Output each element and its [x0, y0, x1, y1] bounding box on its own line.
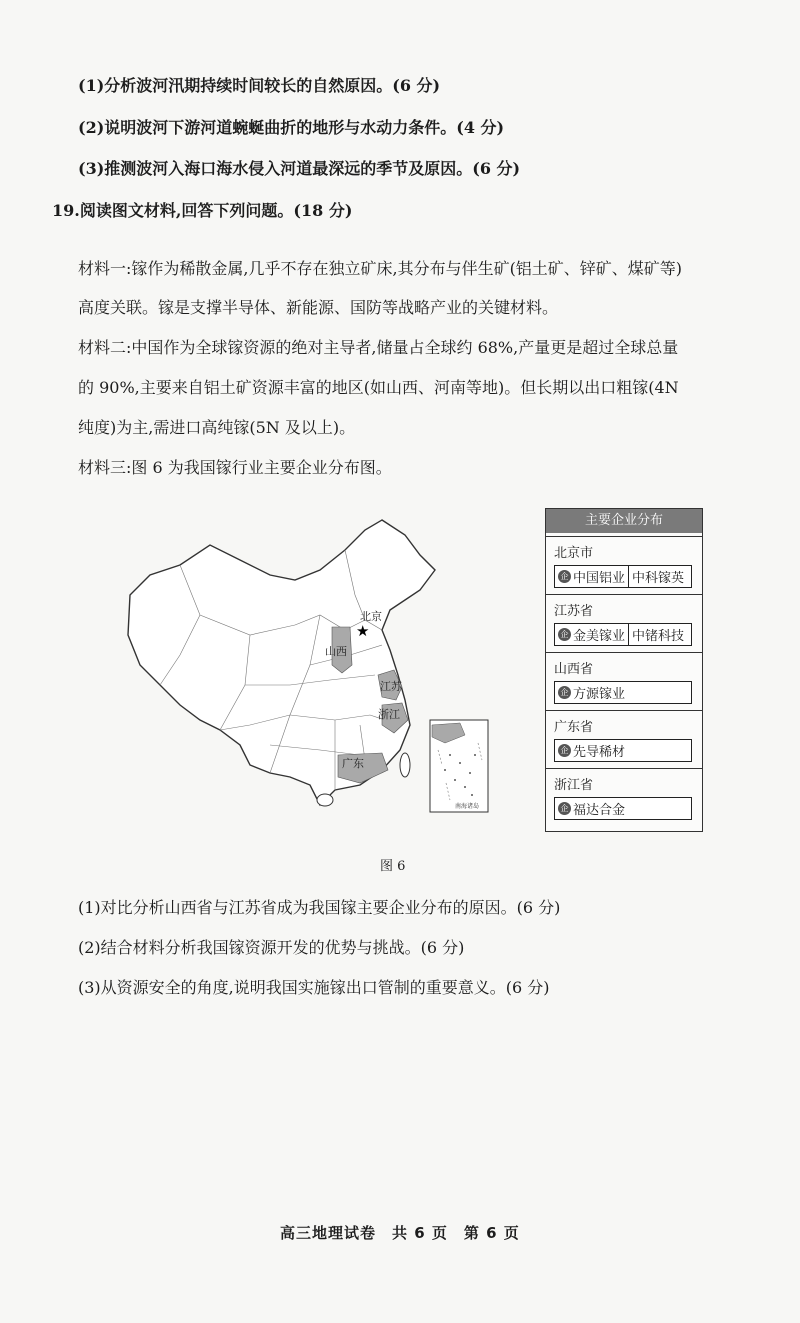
firm-name: 中锗科技 — [632, 629, 685, 644]
enterprise-icon: 企 — [558, 570, 571, 583]
china-map — [120, 515, 495, 845]
firm-name: 中科镓英 — [632, 571, 685, 586]
firm-name: 福达合金 — [573, 803, 626, 818]
material-1-line-2: 高度关联。镓是支撑半导体、新能源、国防等战略产业的关键材料。 — [78, 298, 559, 317]
taiwan-island — [400, 753, 410, 777]
enterprise-icon: 企 — [558, 686, 571, 699]
firm-name: 先导稀材 — [573, 745, 626, 760]
label-south-sea: 南海诸岛 — [455, 803, 480, 810]
china-outline — [128, 520, 435, 805]
firm-box — [554, 797, 692, 820]
material-2-line-1: 材料二:中国作为全球镓资源的绝对主导者,储量占全球约 68%,产量更是超过全球总量 — [78, 338, 679, 357]
firm-box — [554, 623, 692, 646]
label-shanxi: 山西 — [325, 645, 347, 658]
legend-province-beijing — [546, 536, 702, 595]
material-2-line-2: 的 90%,主要来自铝土矿资源丰富的地区(如山西、河南等地)。但长期以出口粗镓(4N — [78, 378, 679, 397]
province-name: 浙江省 — [554, 778, 594, 793]
enterprise-icon: 企 — [558, 628, 571, 641]
legend-province-zhejiang — [546, 768, 702, 831]
firm-name: 方源镓业 — [573, 687, 626, 702]
firm-cell — [628, 566, 687, 587]
sub-question-1: (1)对比分析山西省与江苏省成为我国镓主要企业分布的原因。(6 分) — [78, 898, 561, 917]
firm-name: 中国铝业 — [573, 571, 626, 586]
label-guangdong: 广东 — [342, 757, 364, 770]
label-jiangsu: 江苏 — [380, 680, 402, 693]
firm-cell — [555, 624, 628, 645]
province-name: 北京市 — [554, 546, 594, 561]
firm-box — [554, 681, 692, 704]
province-name: 广东省 — [554, 720, 594, 735]
label-zhejiang: 浙江 — [378, 708, 400, 721]
beijing-star-icon: ★ — [356, 622, 370, 640]
south-sea-inset — [430, 720, 488, 812]
page-footer: 高三地理试卷 共 6 页 第 6 页 — [280, 1224, 520, 1242]
label-beijing: 北京 — [360, 610, 382, 623]
province-name: 江苏省 — [554, 604, 594, 619]
firm-box — [554, 565, 692, 588]
firm-cell — [555, 740, 628, 761]
legend-title: 主要企业分布 — [546, 509, 702, 533]
firm-cell — [628, 624, 687, 645]
firm-cell — [555, 682, 628, 703]
firm-box — [554, 739, 692, 762]
material-1-line-1: 材料一:镓作为稀散金属,几乎不存在独立矿床,其分布与伴生矿(铝土矿、锌矿、煤矿等) — [78, 259, 683, 278]
figure-caption: 图 6 — [380, 859, 406, 874]
enterprise-icon: 企 — [558, 744, 571, 757]
province-name: 山西省 — [554, 662, 594, 677]
prev-question-3: (3)推测波河入海口海水侵入河道最深远的季节及原因。(6 分) — [78, 159, 521, 178]
legend-province-shanxi — [546, 652, 702, 711]
firm-cell — [555, 566, 628, 587]
enterprise-icon: 企 — [558, 802, 571, 815]
legend-province-guangdong — [546, 710, 702, 769]
material-2-line-3: 纯度)为主,需进口高纯镓(5N 及以上)。 — [78, 418, 356, 437]
enterprise-legend — [545, 508, 703, 832]
material-3: 材料三:图 6 为我国镓行业主要企业分布图。 — [78, 458, 392, 477]
prev-question-2: (2)说明波河下游河道蜿蜒曲折的地形与水动力条件。(4 分) — [78, 118, 505, 137]
question-19-header: 19.阅读图文材料,回答下列问题。(18 分) — [52, 201, 353, 220]
sub-question-3: (3)从资源安全的角度,说明我国实施镓出口管制的重要意义。(6 分) — [78, 978, 550, 997]
prev-question-1: (1)分析波河汛期持续时间较长的自然原因。(6 分) — [78, 76, 441, 95]
sub-question-2: (2)结合材料分析我国镓资源开发的优势与挑战。(6 分) — [78, 938, 465, 957]
firm-cell — [555, 798, 628, 819]
firm-name: 金美镓业 — [573, 629, 626, 644]
legend-province-jiangsu — [546, 594, 702, 653]
china-map-svg — [120, 515, 495, 845]
hainan-island — [317, 794, 333, 806]
